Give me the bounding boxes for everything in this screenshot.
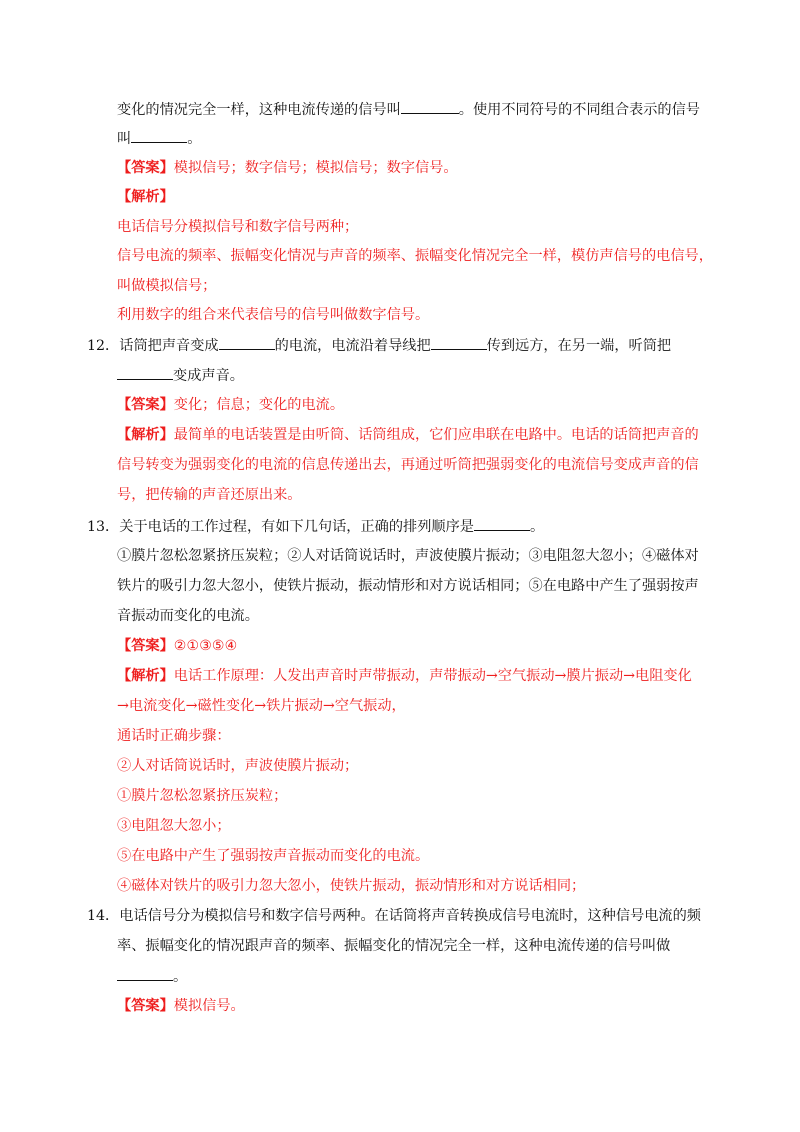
- q13-analysis-line: →电流变化→磁性变化→铁片振动→空气振动，: [117, 698, 406, 714]
- q11-line-2: 叫 。: [117, 128, 201, 149]
- q11-analysis-line: 信号电流的频率、振幅变化情况与声音的频率、振幅变化情况完全一样，模仿声信号的电信号，: [117, 248, 713, 264]
- q12-analysis-line: 号，把传输的声音还原出来。: [117, 487, 302, 503]
- q14-answer: 【答案】模拟信号。: [117, 998, 245, 1014]
- q11-analysis-line: 电话信号分模拟信号和数字信号两种；: [117, 219, 359, 235]
- q12-analysis-line: 【解析】最简单的电话装置是由听筒、话筒组成，它们应串联在电路中。电话的话筒把声音的: [117, 427, 699, 443]
- q13-analysis-line: ③电阻忽大忽小；: [117, 818, 231, 834]
- answer-blank[interactable]: [117, 365, 173, 380]
- q13-answer: 【答案】②①③⑤④: [117, 638, 238, 654]
- answer-blank[interactable]: [401, 99, 459, 114]
- q13-analysis-line: ④磁体对铁片的吸引力忽大忽小，使铁片振动，振动情形和对方说话相同；: [117, 878, 586, 894]
- q13-option-line: 铁片的吸引力忽大忽小，使铁片振动，振动情形和对方说话相同；⑤在电路中产生了强弱按声: [117, 578, 699, 594]
- q12-line-2: 变成声音。: [117, 365, 244, 386]
- answer-blank[interactable]: [117, 966, 173, 981]
- answer-tag: 【答案】: [117, 638, 174, 654]
- q13-line-1: 13．关于电话的工作过程，有如下几句话，正确的排列顺序是 。: [87, 516, 544, 537]
- q11-line-1: 变化的情况完全一样，这种电流传递的信号叫 。使用不同符号的不同组合表示的信号: [117, 99, 700, 120]
- q13-analysis-line: 【解析】电话工作原理：人发出声音时声带振动，声带振动→空气振动→膜片振动→电阻变化: [117, 668, 692, 684]
- q13-option-line: ①膜片忽松忽紧挤压炭粒；②人对话筒说话时，声波使膜片振动；③电阻忽大忽小；④磁体对: [117, 548, 699, 564]
- question-number: 13．: [87, 519, 120, 535]
- q13-analysis-line: ②人对话筒说话时，声波使膜片振动；: [117, 758, 359, 774]
- answer-blank[interactable]: [474, 516, 530, 531]
- q14-line-2: 率、振幅变化的情况跟声音的频率、振幅变化的情况完全一样，这种电流传递的信号叫做: [117, 938, 671, 954]
- q13-analysis-line: 通话时正确步骤：: [117, 728, 231, 744]
- q11-analysis-tag: 【解析】: [117, 189, 174, 205]
- answer-blank[interactable]: [131, 128, 187, 143]
- analysis-tag: 【解析】: [117, 427, 174, 443]
- question-number: 12．: [87, 338, 120, 354]
- answer-blank[interactable]: [431, 335, 487, 350]
- q13-analysis-line: ①膜片忽松忽紧挤压炭粒；: [117, 788, 288, 804]
- q11-analysis-line: 叫做模拟信号；: [117, 278, 217, 294]
- answer-tag: 【答案】: [117, 397, 174, 413]
- q12-analysis-line: 信号转变为强弱变化的电流的信息传递出去，再通过听筒把强弱变化的电流信号变成声音的信: [117, 457, 699, 473]
- q14-line-3: 。: [117, 966, 187, 987]
- q13-analysis-line: ⑤在电路中产生了强弱按声音振动而变化的电流。: [117, 848, 430, 864]
- q11-analysis-line: 利用数字的组合来代表信号的信号叫做数字信号。: [117, 307, 430, 323]
- answer-tag: 【答案】: [117, 998, 174, 1014]
- q14-line-1: 14．电话信号分为模拟信号和数字信号两种。在话筒将声音转换成信号电流时，这种信号电流的频: [87, 908, 701, 924]
- q11-answer: 【答案】模拟信号；数字信号；模拟信号；数字信号。: [117, 160, 458, 176]
- answer-tag: 【答案】: [117, 160, 174, 176]
- analysis-tag: 【解析】: [117, 668, 174, 684]
- q12-answer: 【答案】变化；信息；变化的电流。: [117, 397, 345, 413]
- q12-line-1: 12．话筒把声音变成 的电流，电流沿着导线把 传到远方，在另一端，听筒把: [87, 335, 671, 356]
- question-number: 14．: [87, 908, 120, 924]
- answer-blank[interactable]: [219, 335, 275, 350]
- q13-option-line: 音振动而变化的电流。: [117, 608, 259, 624]
